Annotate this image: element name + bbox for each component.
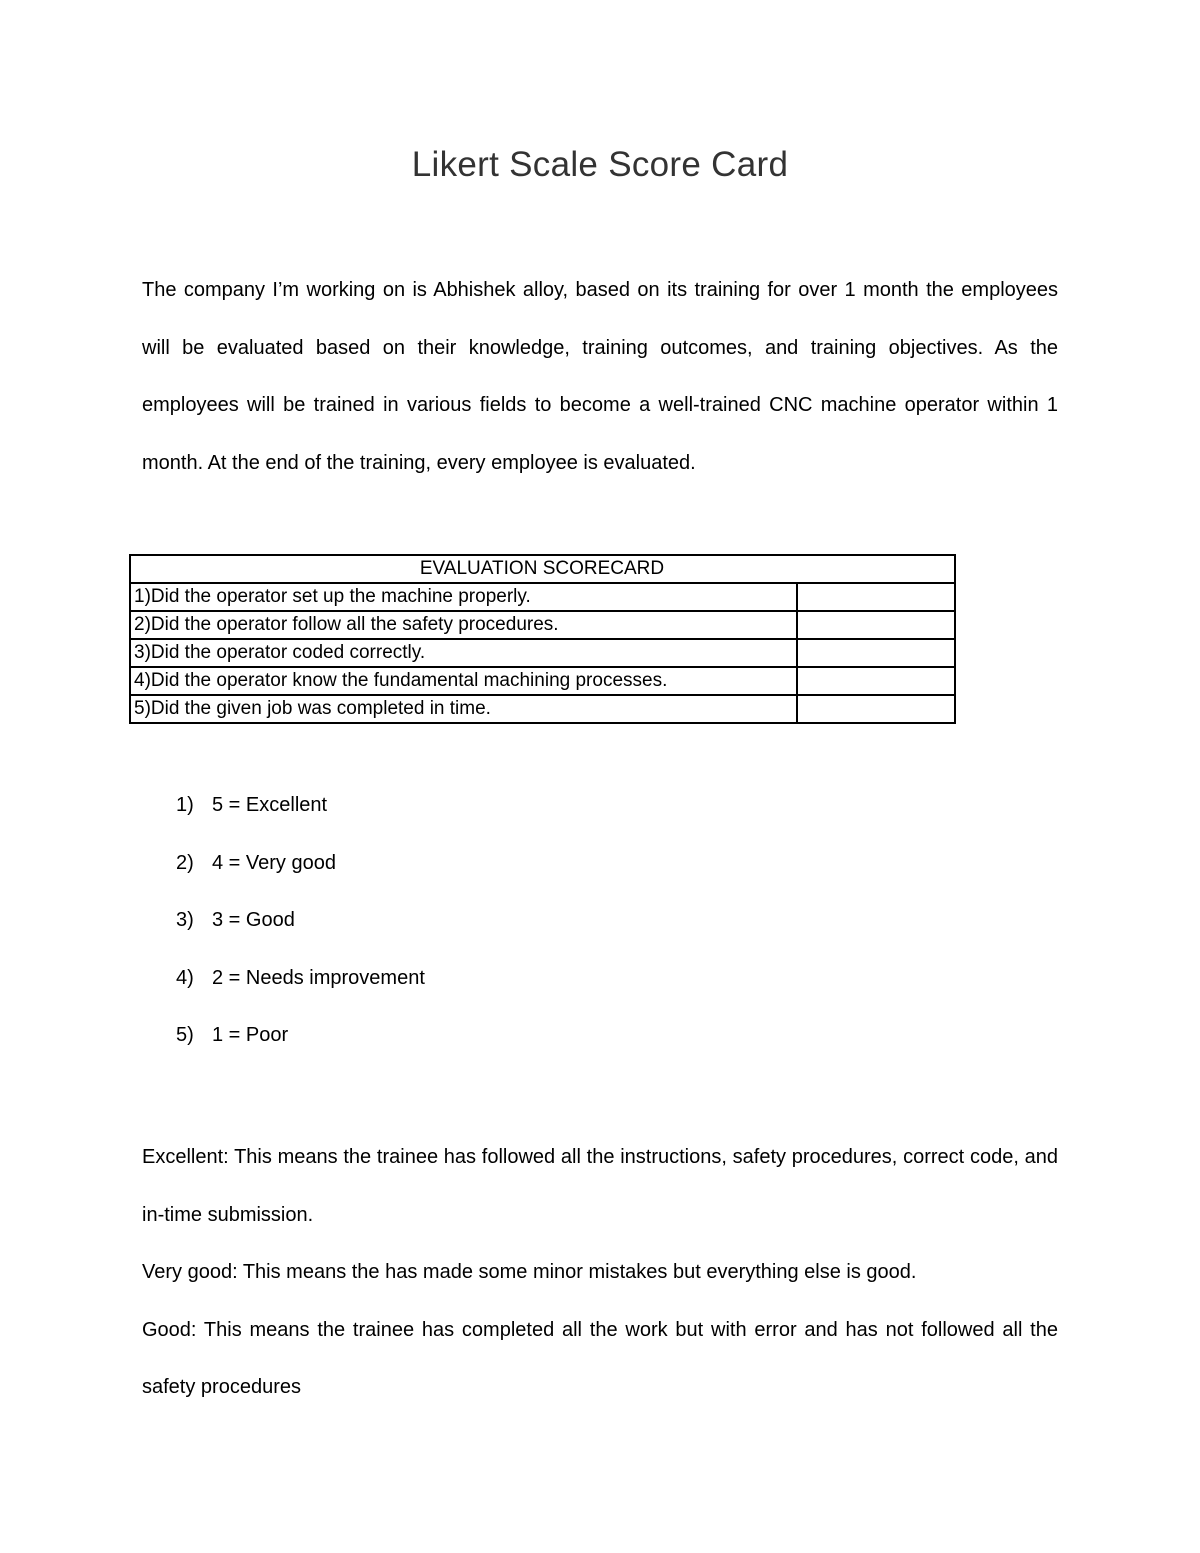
list-number: 4) bbox=[176, 966, 194, 989]
definition-very-good: Very good: This means the has made some minor mistakes but everything else is good. bbox=[142, 1261, 917, 1283]
table-row bbox=[130, 611, 955, 639]
score-cell bbox=[797, 583, 955, 611]
scale-label: 4 = Very good bbox=[212, 851, 336, 874]
scorecard-header: EVALUATION SCORECARD bbox=[130, 555, 955, 583]
list-item bbox=[176, 956, 425, 1014]
intro-paragraph: The company I’m working on is Abhishek alloy, based on its training for over 1 month the employees will be evaluated based on their knowledge, training outcomes, and training objectives. As the employees will be trained in various fields to become a well-trained CNC machine operator within 1 month. At the end of the training, every employee is evaluated. bbox=[142, 279, 1058, 474]
table-row bbox=[130, 695, 955, 723]
question-cell: 1)Did the operator set up the machine properly. bbox=[130, 583, 797, 611]
page-title: Likert Scale Score Card bbox=[411, 145, 789, 184]
question-cell: 3)Did the operator coded correctly. bbox=[130, 639, 797, 667]
scale-label: 2 = Needs improvement bbox=[212, 966, 425, 989]
question-cell: 2)Did the operator follow all the safety procedures. bbox=[130, 611, 797, 639]
list-number: 2) bbox=[176, 851, 194, 874]
list-number: 5) bbox=[176, 1024, 194, 1046]
score-cell bbox=[797, 639, 955, 667]
table-row bbox=[130, 667, 955, 695]
definition-good: Good: This means the trainee has completed all the work but with error and has not followed all the safety procedures bbox=[142, 1318, 1058, 1398]
rating-definitions bbox=[142, 1129, 1058, 1417]
list-item bbox=[176, 783, 425, 841]
list-number: 3) bbox=[176, 909, 194, 931]
scale-label: 1 = Poor bbox=[212, 1024, 289, 1046]
list-item bbox=[176, 1013, 425, 1071]
score-cell bbox=[797, 611, 955, 639]
question-cell: 4)Did the operator know the fundamental machining processes. bbox=[130, 667, 797, 695]
table-row bbox=[130, 639, 955, 667]
table-header-row bbox=[130, 555, 955, 583]
table-row bbox=[130, 583, 955, 611]
question-cell: 5)Did the given job was completed in time. bbox=[130, 695, 797, 723]
list-number: 1) bbox=[176, 794, 194, 816]
evaluation-scorecard-table bbox=[129, 554, 956, 724]
score-cell bbox=[797, 667, 955, 695]
scale-label: 3 = Good bbox=[212, 909, 295, 931]
scale-label: 5 = Excellent bbox=[212, 794, 328, 816]
rating-scale-list bbox=[176, 783, 425, 1071]
list-item bbox=[176, 898, 425, 956]
list-item bbox=[176, 841, 425, 899]
score-cell bbox=[797, 695, 955, 723]
definition-excellent: Excellent: This means the trainee has followed all the instructions, safety procedures, correct code, and in-time submission. bbox=[142, 1146, 1058, 1226]
